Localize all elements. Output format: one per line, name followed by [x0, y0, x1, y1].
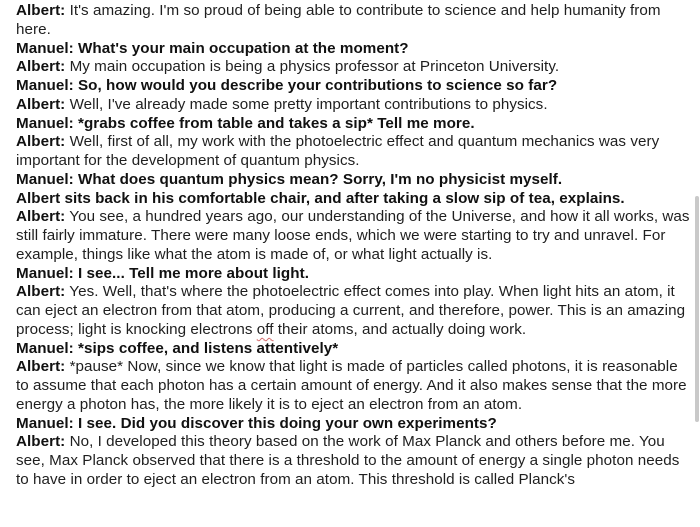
speaker-label: Albert:: [16, 2, 66, 19]
spellcheck-underlined-word[interactable]: off: [256, 320, 274, 338]
speaker-label: Manuel:: [16, 77, 74, 94]
dialogue-line: [16, 40, 694, 59]
narration-line: [16, 190, 694, 209]
speaker-label: Manuel:: [16, 170, 74, 188]
line-text: Yes. Well, that's where the photoelectric effect comes into play. When light hits an atom, it can eject an electron from that atom, producing a current, and therefore, power. This is an amazing process; light is knocking electrons: [16, 283, 686, 338]
dialogue-line: [16, 208, 694, 264]
dialogue-line: [16, 358, 694, 414]
narration-text: Albert sits back in his comfortable chair, and after taking a slow sip of tea, explains.: [16, 189, 625, 207]
speaker-label: Albert:: [16, 58, 66, 76]
speaker-label: Albert:: [16, 433, 66, 451]
line-text: You see, a hundred years ago, our understanding of the Universe, and how it all works, was still fairly immature. There were many loose ends, which we were starting to try and unravel. For example, things like what the atom is made of, or what light actually is.: [16, 208, 690, 263]
line-text: I see. Did you discover this doing your own experiments?: [73, 414, 497, 432]
line-text: My main occupation is being a physics professor at Princeton University.: [65, 58, 560, 76]
line-text: *grabs coffee from table and takes a sip* Tell me more.: [73, 114, 475, 132]
speaker-label: Albert:: [16, 133, 66, 151]
line-text: their atoms, and actually doing work.: [273, 320, 527, 338]
dialogue-line: [16, 133, 694, 171]
scrollbar-thumb[interactable]: [695, 196, 699, 422]
dialogue-line: [16, 58, 694, 77]
speaker-label: Manuel:: [16, 339, 74, 357]
line-text: Well, I've already made some pretty important contributions to physics.: [65, 95, 548, 113]
dialogue-line: [16, 265, 694, 284]
dialogue-line: [16, 340, 694, 359]
speaker-label: Manuel:: [16, 114, 74, 132]
dialogue-line: [16, 115, 694, 134]
line-text: What's your main occupation at the moment?: [73, 39, 409, 57]
dialogue-line: [16, 415, 694, 434]
line-text: So, how would you describe your contributions to science so far?: [73, 77, 558, 94]
dialogue-line: [16, 96, 694, 115]
scrollbar-track[interactable]: [694, 0, 700, 527]
speaker-label: Manuel:: [16, 39, 74, 57]
dialogue-line: [16, 2, 694, 40]
line-text: What does quantum physics mean? Sorry, I'm no physicist myself.: [73, 170, 563, 188]
speaker-label: Manuel:: [16, 264, 74, 282]
dialogue-text: [16, 2, 694, 490]
line-text: *pause* Now, since we know that light is made of particles called photons, it is reasonable to assume that each photon has a certain amount of energy. And it also makes sense that the more energy a photon has, the more likely it is to eject an electron from an atom.: [16, 358, 687, 413]
speaker-label: Albert:: [16, 95, 66, 113]
dialogue-line: [16, 283, 694, 339]
speaker-label: Manuel:: [16, 414, 74, 432]
line-text: *sips coffee, and listens attentively*: [73, 339, 339, 357]
line-text: It's amazing. I'm so proud of being able to contribute to science and help humanity from here.: [16, 2, 661, 38]
dialogue-line: [16, 171, 694, 190]
speaker-label: Albert:: [16, 283, 66, 301]
line-text: I see... Tell me more about light.: [73, 264, 309, 282]
line-text: Well, first of all, my work with the photoelectric effect and quantum mechanics was very important for the development of quantum physics.: [16, 133, 660, 169]
speaker-label: Albert:: [16, 208, 66, 226]
dialogue-line: [16, 77, 694, 96]
dialogue-line: [16, 433, 694, 489]
line-text: No, I developed this theory based on the work of Max Planck and others before me. You see, Max Planck observed that there is a threshold to the amount of energy a single photon needs to have in order to eject an electron from an atom. This threshold is called Planck's: [16, 433, 680, 488]
speaker-label: Albert:: [16, 358, 66, 376]
